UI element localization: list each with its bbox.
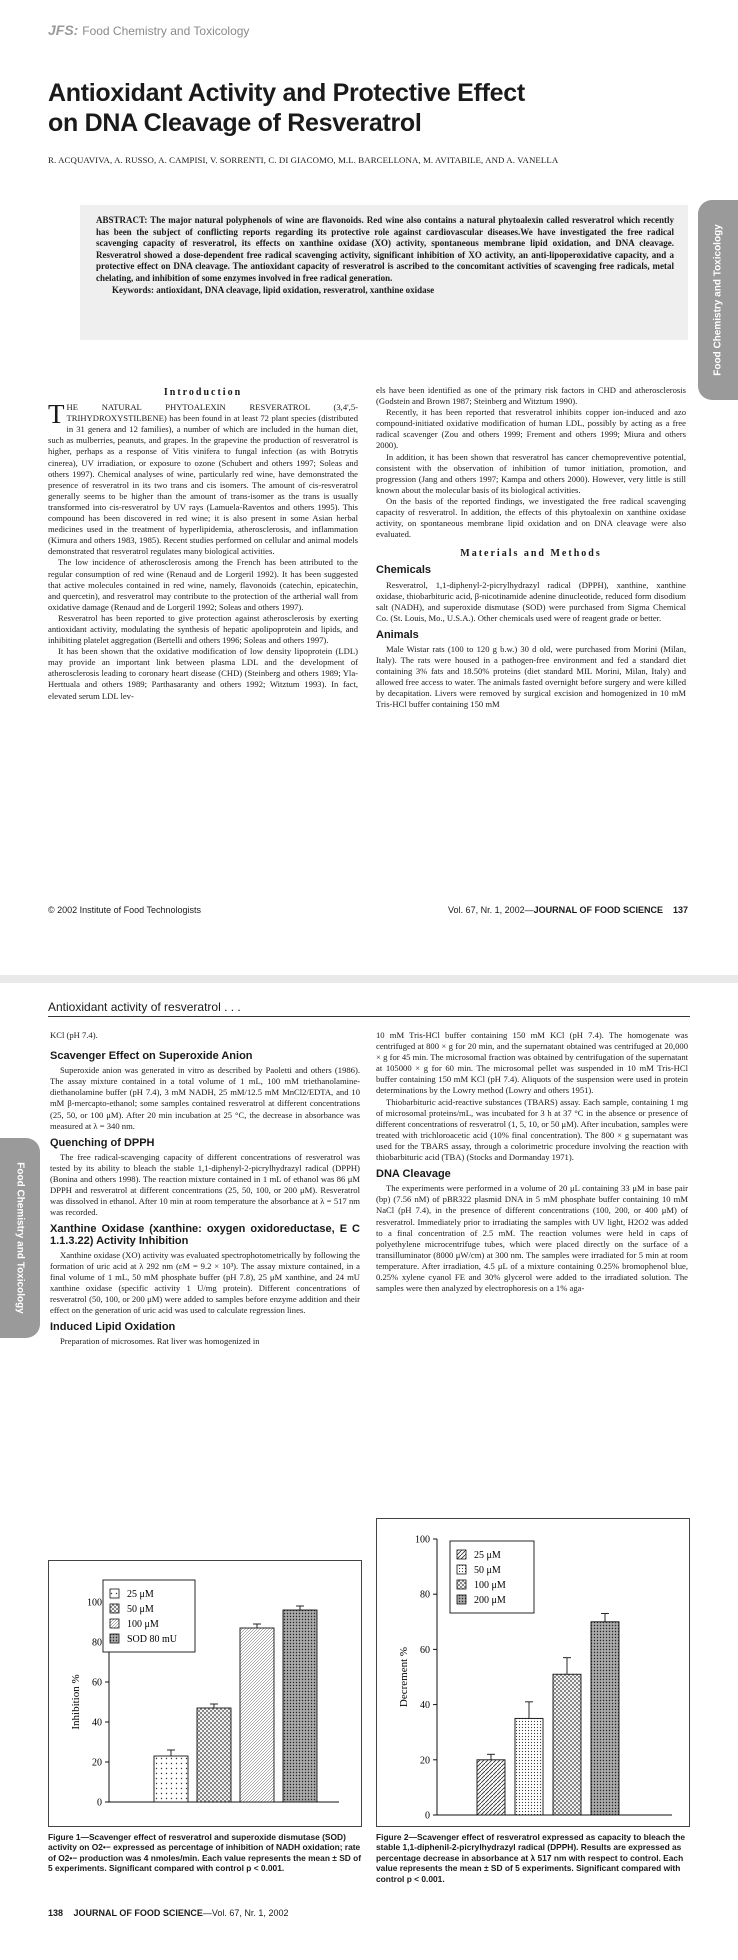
legend-swatch <box>457 1595 466 1604</box>
figure-2-chart <box>377 1519 689 1826</box>
footer-journal-2: JOURNAL OF FOOD SCIENCE <box>73 1908 203 1918</box>
abstract-box <box>80 205 688 340</box>
chemicals-heading: Chemicals <box>376 564 432 577</box>
xanthine-oxidase-paragraph: Xanthine oxidase (XO) activity was evaluated spectrophotometrically by following the formation of uric acid at λ 292 nm (εM = 9.2 × 10³). The assay mixture contained, in a final volume of 1 mL, 50 mM phosphate buffer (pH 7.8), 25 μM xanthine, and 24 mU xanthine oxidase (specific activity 1 U/mg protein). Different concentrations of resveratrol (50, 100, or 200 μM) were added to samples before enzyme addition and their effect on the generation of uric acid was used to calculate regression lines. <box>50 1249 360 1316</box>
superoxide-paragraph: Superoxide anion was generated in vitro as described by Paoletti and others (1986). The assay mixture contained in a total volume of 1 mL, 100 mM triethanolamine-diethanolamine buffer (pH 7.4), 3 mM NADH, 25 mM/12.5 mM MnCl2/EDTA, and 10 mM β-mercapto-ethanol; some samples contained resveratrol at different concentrations (25, 50, or 100 μM). After 20 min incubation at 25 °C, the decrease in absorbance was measured at λ = 340 nm. <box>50 1065 360 1131</box>
right-paragraph-4: On the basis of the reported findings, we investigated the free radical scavenging capacity of resveratrol. In addition, the effects of this phytoalexin on xanthine oxidase activity, on spontaneous membrane lipid oxidation and on DNA cleavage were also evaluated. <box>376 495 686 540</box>
microsome-paragraph: 10 mM Tris-HCl buffer containing 150 mM KCl (pH 7.4). The homogenate was centrifuged at 800 × g for 20 min, and the supernatant obtained was centrifuged at 20,000 × g for 45 min. The microsomal fraction was obtained by centrifugation of the supernatant at 105000 × g for 60 min. The microsomal pellet was suspended in 10 mM Tris-HCl buffer containing 150 mM KCl (pH 7.4). Aliquots of the suspension were used in protein determinations by the Lowry method (Lowry and others 1951). <box>376 1030 688 1096</box>
journal-abbrev: JFS: <box>48 22 79 38</box>
y-tick-label: 0 <box>97 1797 102 1809</box>
page2-left-column <box>50 1030 360 1347</box>
page2-footer <box>48 1908 288 1918</box>
running-head: Antioxidant activity of resveratrol . . . <box>48 1000 241 1014</box>
y-tick-label: 60 <box>92 1677 102 1689</box>
y-axis-label: Inhibition % <box>70 1674 82 1730</box>
side-tab-label-2: Food Chemistry and Toxicology <box>14 1162 26 1314</box>
xanthine-oxidase-heading: Xanthine Oxidase (xanthine: oxygen oxidoreductase, E C 1.1.3.22) Activity Inhibition <box>50 1223 360 1247</box>
drop-cap: T <box>48 399 65 430</box>
side-tab-page2 <box>0 1138 40 1338</box>
figure-2-caption: Figure 2—Scavenger effect of resveratrol expressed as capacity to bleach the stable 1,1-diphenil-2-picrylhydrazyl radical (DPPH). Results are expressed as percentage decrease in absorbance at λ 517 nm with respect to control. Each value represents the mean ± SD of 5 experiments. Significant compared with control p < 0.001. <box>376 1832 686 1884</box>
lipid-oxidation-paragraph: Preparation of microsomes. Rat liver was homogenized in <box>60 1336 260 1347</box>
bar-1 <box>154 1756 188 1802</box>
page1-footer <box>48 905 688 915</box>
abstract-text <box>96 215 674 297</box>
bar-4 <box>283 1610 317 1802</box>
page1-right-column <box>376 385 686 711</box>
superoxide-heading: Scavenger Effect on Superoxide Anion <box>50 1050 253 1063</box>
y-tick-label: 40 <box>92 1717 102 1729</box>
intro-paragraph-2: The low incidence of atherosclerosis among the French has been attributed to the regular consumption of red wine (Renaud and de Lorgeril 1992). It has been suggested that active molecules contained in red wine, namely, flavonoids (catechin, epicatechin, and quercetin), and resveratrol may contribute to the protection of the artherial wall from oxidative damage (Renaud and de Lorgeril 1992; Soleas and others 1997). <box>48 557 358 612</box>
title-line-2: on DNA Cleavage of Resveratrol <box>48 109 422 137</box>
legend-label: 50 μM <box>127 1604 154 1615</box>
footer-volume: —Vol. 67, Nr. 1, 2002 <box>202 1908 289 1918</box>
y-tick-label: 100 <box>415 1534 430 1546</box>
legend-swatch <box>457 1565 466 1574</box>
animals-paragraph: Male Wistar rats (100 to 120 g b.w.) 30 d old, were purchased from Morini (Milan, Italy). The rats were housed in a pathogen-free environment and fed a standard diet containing 3% fats and 18.50% proteins (diet standard MIL Morini, Milan, Italy) and allowed free access to water. The animals fasted overnight before surgery and were killed by decapitation. Livers were removed by surgical excision and homogenized in 10 mM Tris-HCl buffer containing 150 mM <box>376 643 686 710</box>
keywords-label: Keywords: <box>112 285 154 295</box>
running-head-rule <box>48 1016 690 1017</box>
footer-page-number: 137 <box>672 905 688 915</box>
bar-4 <box>591 1622 619 1815</box>
y-tick-label: 80 <box>420 1589 430 1601</box>
introduction-heading: Introduction <box>163 387 243 398</box>
page2-right-column <box>376 1030 688 1294</box>
legend-swatch <box>110 1604 119 1613</box>
continuation-text: KCl (pH 7.4). <box>50 1030 98 1040</box>
legend-swatch <box>457 1580 466 1589</box>
legend-label: 25 μM <box>127 1589 154 1600</box>
figure-2-box <box>376 1518 690 1827</box>
footer-citation: Vol. 67, Nr. 1, 2002—JOURNAL OF FOOD SCIENCE 137 <box>448 905 688 915</box>
chemicals-paragraph: Resveratrol, 1,1-diphenyl-2-picrylhydrazyl radical (DPPH), xanthine, xanthine oxidase, thiobarbituric acid, β-nicotinamide adenine dinucleotide, reduced form disodium salt (NADH), and superoxide dismutase (SOD) were purchased from Sigma Chemical Co. (St. Louis, Mo., U.S.A.). Other chemicals used were of reagent grade or better. <box>376 579 686 623</box>
y-tick-label: 60 <box>420 1644 430 1656</box>
intro-paragraph-4: It has been shown that the oxidative modification of low density lipoprotein (LDL) may provide an important link between plasma LDL and the development of atherosclerosis leading to coronary heart disease (CHD) (Steinberg and others 1989; Yla-Herttuala and others 1989; Parthasaranty and others 1992; Witztum 1993). In fact, elevated serum LDL lev- <box>48 646 358 701</box>
journal-section: Food Chemistry and Toxicology <box>82 24 250 38</box>
page-title <box>48 78 525 138</box>
bar-3 <box>553 1674 581 1815</box>
bar-3 <box>240 1628 274 1802</box>
dna-cleavage-heading: DNA Cleavage <box>376 1168 451 1181</box>
y-tick-label: 40 <box>420 1700 430 1712</box>
legend-swatch <box>110 1619 119 1628</box>
dna-cleavage-paragraph: The experiments were performed in a volume of 20 μL containing 33 μM in base pair (bp) (7.56 nM) of pBR322 plasmid DNA in 5 mM phosphate buffer containing 10 mM NaCl (pH 7.4), in the presence of different concentrations (100, 200, or 400 μM) of resveratrol. Immediately prior to irradiating the samples with UV light, H2O2 was added to a final concentration of 2.5 mM. The reaction volumes were held in caps of polyethylene microcentrifuge tubes, which were placed directly on the surface of a transilluminator (8000 μW/cm) at 300 nm. The samples were irradiated for 5 min at room temperature. After irradiation, 4.5 μL of a mixture containing 0.25% bromophenol blue, 0.25% xylene cyanol FE and 30% glycerol were added to the irradiated solution. The samples were then analyzed by electrophoresis on a 1% aga- <box>376 1183 688 1294</box>
animals-heading: Animals <box>376 628 419 641</box>
y-tick-label: 0 <box>425 1810 430 1822</box>
legend-label: 200 μM <box>474 1595 506 1606</box>
figure-1-chart <box>49 1561 361 1826</box>
author-list: R. ACQUAVIVA, A. RUSSO, A. CAMPISI, V. SORRENTI, C. DI GIACOMO, M.L. BARCELLONA, M. AVITABILE, AND A. VANELLA <box>48 155 559 165</box>
legend-label: 100 μM <box>127 1619 159 1630</box>
dpph-paragraph: The free radical-scavenging capacity of different concentrations of resveratrol was tested by its ability to bleach the stable 1,1-diphenyl-2-picrylhydrazyl radical (DPPH) (Bonina and others 1998). The reaction mixture contained in 1 mL of ethanol was 86 μM DPPH and resveratrol at different concentrations (25, 50, 100, or 200 μM). Resveratrol was dissolved in ethanol. After 10 min at room temperature the absorbance at λ = 517 nm was recorded. <box>50 1151 360 1218</box>
y-tick-label: 100 <box>87 1597 102 1609</box>
footer-journal: JOURNAL OF FOOD SCIENCE <box>533 905 663 915</box>
figure-1-box <box>48 1560 362 1827</box>
y-axis-label: Decrement % <box>398 1646 410 1708</box>
legend-swatch <box>457 1550 466 1559</box>
legend-label: 50 μM <box>474 1565 501 1576</box>
journal-header <box>48 22 249 38</box>
dpph-heading: Quenching of DPPH <box>50 1136 155 1149</box>
intro-paragraph-3: Resveratrol has been reported to give protection against atherosclerosis by exerting antioxidant activity, modulating the synthesis of hepatic apolipoprotein and lipids, and inhibiting platelet aggregation (Bertelli and others 1996; Soleas and others 1997). <box>48 612 358 646</box>
legend <box>103 1580 195 1652</box>
abstract-body: The major natural polyphenols of wine are flavonoids. Red wine also contains a natural phytoalexin called resveratrol which recently has been the subject of conflicting reports regarding its protective role against cardiovascular diseases.We have investigated the free radical scavenging capacity of resveratrol, its effects on xanthine oxidase (XO) activity, spontaneous membrane lipid oxidation, and DNA cleavage. Resveratrol showed a dose-dependent free radical scavenging activity, significant inhibition of XO activity, an anti-lipoperoxidative capacity, and a protective effect on DNA cleavage. The antioxidant capacity of resveratrol is ascribed to the concomitant activities of scavenging free radicals, metal chelating, and inhibition of some enzymes involved in free radical generation. <box>96 215 674 283</box>
y-tick-label: 80 <box>92 1637 102 1649</box>
bar-1 <box>477 1760 505 1815</box>
bar-2 <box>197 1708 231 1802</box>
keywords-value: antioxidant, DNA cleavage, lipid oxidation, resveratrol, xanthine oxidase <box>156 285 435 295</box>
legend-label: SOD 80 mU <box>127 1634 178 1645</box>
right-paragraph-2: Recently, it has been reported that resveratrol inhibits copper ion-induced and azo compound-initiated oxidative modification of human LDL, possibly by acting as a free radical scavenger (Zou and others 1999; Frement and others 1999; Miura and others 2000). <box>376 407 686 451</box>
keywords-line <box>96 285 674 297</box>
methods-heading: Materials and Methods <box>460 548 602 560</box>
page-separator <box>0 975 738 983</box>
lipid-oxidation-heading: Induced Lipid Oxidation <box>50 1321 176 1334</box>
legend-label: 25 μM <box>474 1550 501 1561</box>
side-tab-page1 <box>698 200 738 400</box>
tbars-paragraph: Thiobarbituric acid-reactive substances (TBARS) assay. Each sample, containing 1 mg of microsomal proteins/mL, was incubated for 3 h at 37 °C in the absence or presence of different concentrations of resveratrol (1, 5, 10, or 50 μM). After incubation, samples were treated with trichloroacetic acid (10% final concentration). The 800 × g supernatant was used for the TBARS assay, through a colorimetric procedure involving the reaction with thiobarbituric acid (TBA) (Stocks and Dormanday 1971). <box>376 1096 688 1163</box>
side-tab-label: Food Chemistry and Toxicology <box>712 224 724 376</box>
y-tick-label: 20 <box>92 1757 102 1769</box>
right-paragraph-3: In addition, it has been shown that resveratrol has cancer chemopreventive potential, consistent with the observation of inhibition of tumor initiation, promotion, and progression (Jang and others 1997; Kampa and others 2000). However, very little is still known about the molecular basis of its biological activities. <box>376 451 686 495</box>
y-tick-label: 20 <box>420 1755 430 1767</box>
legend <box>450 1541 534 1613</box>
intro-paragraph-1: THE NATURAL PHYTOALEXIN RESVERATROL (3,4',5-TRIHYDROXYSTILBENE) has been found in at least 72 plant species (distributed in 31 genera and 12 families), a number of which are included in the human diet, such as mulberries, peanuts, and grapes. In the grapevine the production of resveratrol is higher, perhaps as a response of Vitis vinifera to fungal infection (as with Botrytis cinerea), UV irradiation, or exposure to ozone (Schubert and others 1997; Soleas and others 1997). Chemical analyses of wine, particularly red wine, have demonstrated the presence of resveratrol in its two trans and cis isomers. The amount of cis-resveratrol generally seems to be higher than the amount of trans-isomer as the trans is usually transformed into cis-resveratrol by UV rays (Lamuela-Raventos and others 1995). This compound has been discovered in red wine; it is also present in some Asian herbal medicines used in the treatment of hyperlipidemia, atherosclerosis, and inflammation (Kimura and others 1983, 1985). Recent studies performed on cellular and animal models demonstrated that resveratrol regulates many biological activities. <box>48 399 358 557</box>
copyright: © 2002 Institute of Food Technologists <box>48 905 202 915</box>
footer-page-number-2: 138 <box>48 1908 64 1918</box>
title-line-1: Antioxidant Activity and Protective Effect <box>48 79 525 107</box>
page1-left-column <box>48 385 358 702</box>
bar-2 <box>515 1718 543 1815</box>
abstract-label: ABSTRACT: <box>96 215 148 225</box>
right-paragraph-1: els have been identified as one of the primary risk factors in CHD and atherosclerosis (Godstein and Brown 1987; Steinberg and Witztum 1990). <box>376 385 686 407</box>
legend-label: 100 μM <box>474 1580 506 1591</box>
legend-swatch <box>110 1634 119 1643</box>
legend-swatch <box>110 1589 119 1598</box>
figure-1-caption: Figure 1—Scavenger effect of resveratrol and superoxide dismutase (SOD) activity on O2•− expressed as percentage of inhibition of NADH oxidation; rate of O2•− production was 4 nmoles/min. Each value represents the mean ± SD of 5 experiments. Significant compared with control p < 0.001. <box>48 1832 362 1874</box>
